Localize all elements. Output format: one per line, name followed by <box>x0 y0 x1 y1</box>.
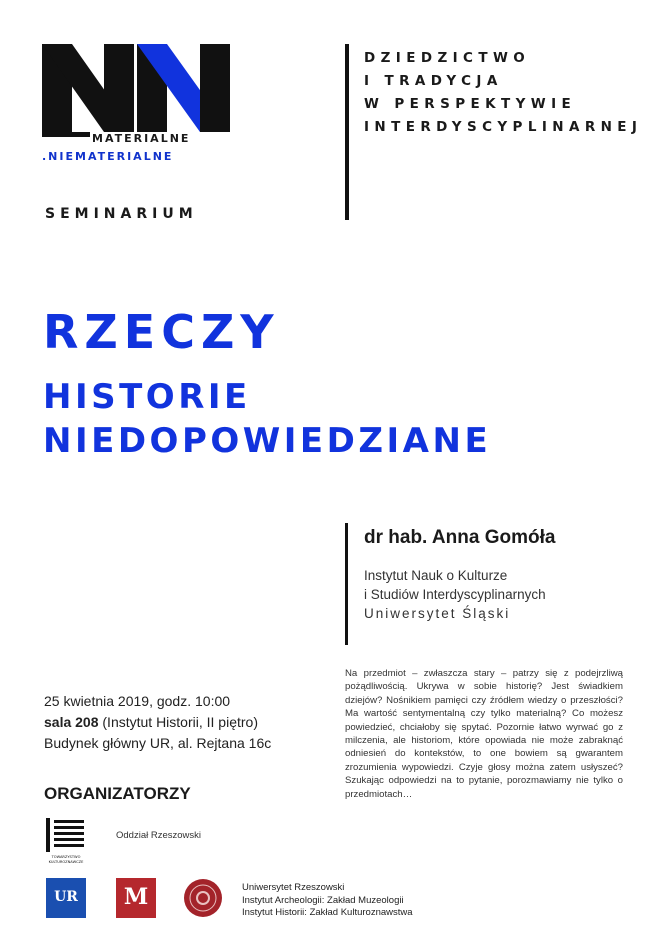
logo-n2-right-bar <box>200 44 230 132</box>
series-line: DZIEDZICTWO <box>364 50 531 66</box>
affiliation-line: Instytut Nauk o Kulturze <box>364 568 508 583</box>
institution-line: Instytut Historii: Zakład Kulturoznawstwa <box>242 907 413 918</box>
series-line: I TRADYCJA <box>364 73 503 89</box>
subtitle-line: NIEDOPOWIEDZIANE <box>43 421 492 461</box>
institution-line: Instytut Archeologii: Zakład Muzeologii <box>242 894 404 906</box>
event-room-number: sala 208 <box>44 714 99 730</box>
kulturoznawstwo-seal-logo <box>183 878 223 918</box>
event-date: 25 kwietnia 2019, godz. 10:00 <box>44 693 231 709</box>
header-divider <box>345 44 349 220</box>
speaker-affiliation <box>364 566 546 623</box>
affiliation-university: Uniwersytet Śląski <box>364 606 511 621</box>
series-title <box>364 47 654 139</box>
event-room <box>44 712 271 733</box>
logo-underline <box>42 132 90 137</box>
logo-n1-right-bar <box>104 44 134 132</box>
seminar-label: SEMINARIUM <box>45 206 198 222</box>
ur-logo: UR <box>46 878 86 918</box>
speaker-name: dr hab. Anna Gomóła <box>364 527 556 548</box>
logo-text-niematerialne: .NIEMATERIALNE <box>42 150 174 163</box>
event-room-location: (Instytut Historii, II piętro) <box>98 714 258 730</box>
institution-line: Uniwersytet Rzeszowski <box>242 882 345 893</box>
abstract-text: Na przedmiot – zwłaszcza stary – patrzy się z podejrzliwą pożądliwością. Ukrywa w sobie historię? Jest świadkiem dziejów? Nośnikiem pamięci czy źródłem wiedzy o przeszłości? Ma wartość sentymentalną czy tylko materialną? Co możesz powiedzieć, chciałoby się spytać. Pozornie łatwo wyrwać go z milczenia, ale historiom, które opowiada nie może zabraknąć odniesień do kontekstów, to one bowiem są gwarantem zrozumienia wypowiedzi. Czyje głosy można zatem usłyszeć? Szukając odpowiedzi na to pytanie, porozmawiamy nie tylko o przedmiotach… <box>345 668 623 800</box>
muzeologia-logo: M <box>116 878 156 918</box>
event-building: Budynek główny UR, al. Rejtana 16c <box>44 735 272 751</box>
page-title: RZECZY <box>43 305 280 359</box>
event-details <box>44 691 271 754</box>
svg-text:TOWARZYSTWO: TOWARZYSTWO <box>51 855 81 859</box>
series-line: W PERSPEKTYWIE <box>364 96 577 112</box>
speaker-divider <box>345 523 348 645</box>
series-line: INTERDYSCYPLINARNEJ <box>364 119 643 135</box>
logo-text-materialne: MATERIALNE <box>92 132 191 145</box>
svg-text:KULTUROZNAWCZE: KULTUROZNAWCZE <box>48 860 84 864</box>
towarzystwo-kulturoznawcze-logo <box>46 818 86 864</box>
organizer-institutions <box>242 882 413 920</box>
affiliation-line: i Studiów Interdyscyplinarnych <box>364 587 546 602</box>
page-subtitle <box>43 375 491 463</box>
organizers-heading: ORGANIZATORZY <box>44 784 191 803</box>
subtitle-line: HISTORIE <box>43 377 251 417</box>
tk-branch-name: Oddział Rzeszowski <box>116 830 201 841</box>
